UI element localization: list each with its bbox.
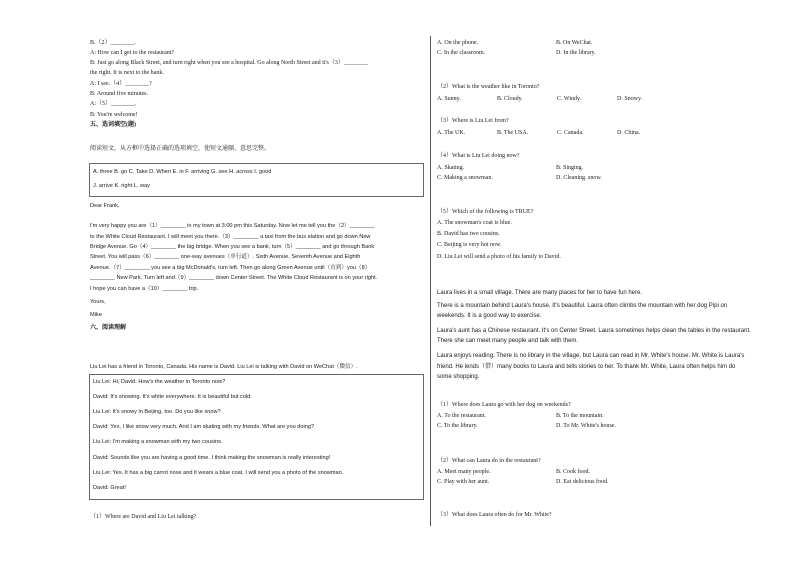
letter-line: I'm very happy you are（1）________ in my town at 3:00 pm this Saturday. Now let me tell you the（2）________ xyxy=(90,223,375,229)
dialogue-line: David: Sounds like you are having a good time. I think making the snowman is really interesting! xyxy=(93,455,331,461)
question-line: （3）Where is Liu Lei from? xyxy=(437,118,509,124)
options-line: J. arrive K. right L. way xyxy=(93,183,150,189)
section-title: 六、阅读理解 xyxy=(90,325,127,331)
option: D. Liu Lei will send a photo of his family to David. xyxy=(437,254,561,260)
question-line: （2）What can Laura do in the restaurant? xyxy=(437,458,541,464)
options-line: A. three B. go C. Take D. When E. in F. arriving G. see H. across I. good xyxy=(93,169,272,175)
option: B. Singing. xyxy=(556,165,584,171)
option: D. China. xyxy=(617,130,641,136)
option: C. To the library. xyxy=(437,423,478,429)
section-instruction: 阅读短文，从方框中选择正确的选项填空，使短文通顺、意思完整。 xyxy=(90,146,271,152)
passage-line: friend. He lends（借）many books to Laura and tells stories to her. To thank Mr. White, Laura often helps him do xyxy=(437,364,736,370)
question-line: （1）Where are David and Liu Lei talking? xyxy=(90,514,197,520)
passage-line: Laura enjoys reading. There is no library in the village, but Laura can read in Mr. White's house. Mr. White is Laura's xyxy=(437,353,745,359)
dialogue-box xyxy=(89,374,424,500)
passage-line: Laura's aunt has a Chinese restaurant. It's on Center Street. Laura sometimes helps clean the tables in the restaurant. xyxy=(437,328,751,334)
passage-line: There she can meet many people and talk with them. xyxy=(437,338,579,344)
option: C. In the classroom. xyxy=(437,50,486,56)
question-line: （3）What does Laura often do for Mr. White? xyxy=(437,512,552,518)
option: D. Snowy. xyxy=(617,96,643,102)
dialogue-line: David: Great! xyxy=(93,485,126,491)
question-line: B.（2）________. xyxy=(90,40,137,46)
letter-line: ________ New Park. Turn left and（9）________ down Center Street. The White Cloud Restaurant is on your right. xyxy=(90,275,378,281)
option: B. Cloudy. xyxy=(497,96,523,102)
question-line: B: You're welcome! xyxy=(90,112,138,118)
passage-line: weekends. It is a good way to exercise. xyxy=(437,313,542,319)
option: A. The snowman's coat is blue. xyxy=(437,220,512,226)
word-options-box xyxy=(89,163,424,197)
option: A. The UK. xyxy=(437,130,466,136)
option: C. Windy. xyxy=(557,96,582,102)
question-line: （4）What is Liu Lei doing now? xyxy=(437,153,520,159)
option: D. Cleaning. snow. xyxy=(556,175,602,181)
letter-line: Bridge Avenue. Go（4）________ the big bridge. When you see a bank, turn（5）________ and go through Bank xyxy=(90,244,375,250)
dialogue-line: David: It's snowing. It's white everywhere. It is beautiful but cold. xyxy=(93,394,252,400)
option: A. Sunny. xyxy=(437,96,461,102)
option: A. Meet many people. xyxy=(437,469,491,475)
question-line: （2）What is the weather like in Toronto? xyxy=(437,84,540,90)
letter-line: Street. You will pass（6）________ one-way avenues（单行道）. Sixth Avenue, Seventh Avenue and Eighth xyxy=(90,254,361,260)
reading-intro: Liu Lei has a friend in Toronto, Canada. His name is David. Liu Lei is talking with David on WeChat（微信）. xyxy=(90,364,358,370)
option: B. David has two cousins. xyxy=(437,231,500,237)
question-line: A: I see.（4）________? xyxy=(90,81,152,87)
option: C. Beijing is very hot now. xyxy=(437,242,502,248)
letter-line: Mike xyxy=(90,312,102,318)
letter-line: Avenue.（7）________ you see a big McDonald's, turn left. Then go along Green Avenue until（直到）you（8） xyxy=(90,265,371,271)
question-line: the right. It is next to the bank. xyxy=(90,70,164,76)
section-title: 五、选词填空(题) xyxy=(90,122,136,128)
question-line: （1）Where does Laura go with her dog on weekends? xyxy=(437,402,571,408)
option: A. On the phone. xyxy=(437,40,479,46)
letter-line: to the White Cloud Restaurant. I will meet you there.（3）________ a taxi from the bus station and go down New xyxy=(90,234,371,240)
option: D. To Mr. White's house. xyxy=(556,423,616,429)
letter-line: Dear Frank, xyxy=(90,203,120,209)
dialogue-line: Liu Lei: I'm making a snowman with my two cousins. xyxy=(93,439,223,445)
option: B. Cook food. xyxy=(556,469,591,475)
option: B. To the mountain. xyxy=(556,413,604,419)
option: B. The USA. xyxy=(497,130,529,136)
option: D. In the library. xyxy=(556,50,596,56)
letter-line: I hope you can have a（10）________ trip. xyxy=(90,286,199,292)
option: C. Making a snowman. xyxy=(437,175,493,181)
dialogue-line: Liu Lei: Hi, David. How's the weather in Toronto now? xyxy=(93,379,226,385)
option: C. Play with her aunt. xyxy=(437,479,490,485)
option: A. Skating. xyxy=(437,165,465,171)
question-line: B: Just go along Black Street, and turn right when you see a hospital. Go along North Street and it's（3）________ xyxy=(90,60,368,66)
passage-line: some shopping. xyxy=(437,374,480,380)
option: A. To the restaurant. xyxy=(437,413,486,419)
dialogue-line: Liu Lei: It's snowy in Beijing, too. Do you like snow? xyxy=(93,409,221,415)
dialogue-line: David: Yes, I like snow very much. And I am skating with my friends. What are you doing? xyxy=(93,424,315,430)
passage-line: There is a mountain behind Laura's house. It's beautiful. Laura often climbs the mountain with her dog Pipi on xyxy=(437,303,728,309)
dialogue-line: Liu Lei: Yes. It has a big carrot nose and it wears a blue coat. I will send you a photo of the snowman. xyxy=(93,470,344,476)
question-line: A:（5）________. xyxy=(90,101,137,107)
question-line: （5）Which of the following is TRUE? xyxy=(437,209,534,215)
passage-line: Laura lives in a small village. There are many places for her to have fun here. xyxy=(437,290,642,296)
option: B. On WeChat. xyxy=(556,40,593,46)
option: C. Canada. xyxy=(557,130,584,136)
question-line: B: Around five minutes. xyxy=(90,91,148,97)
letter-line: Yours, xyxy=(90,299,106,305)
column-divider xyxy=(430,36,431,526)
question-line: A: How can I get to the restaurant? xyxy=(90,50,175,56)
option: D. Eat delicious food. xyxy=(556,479,609,485)
